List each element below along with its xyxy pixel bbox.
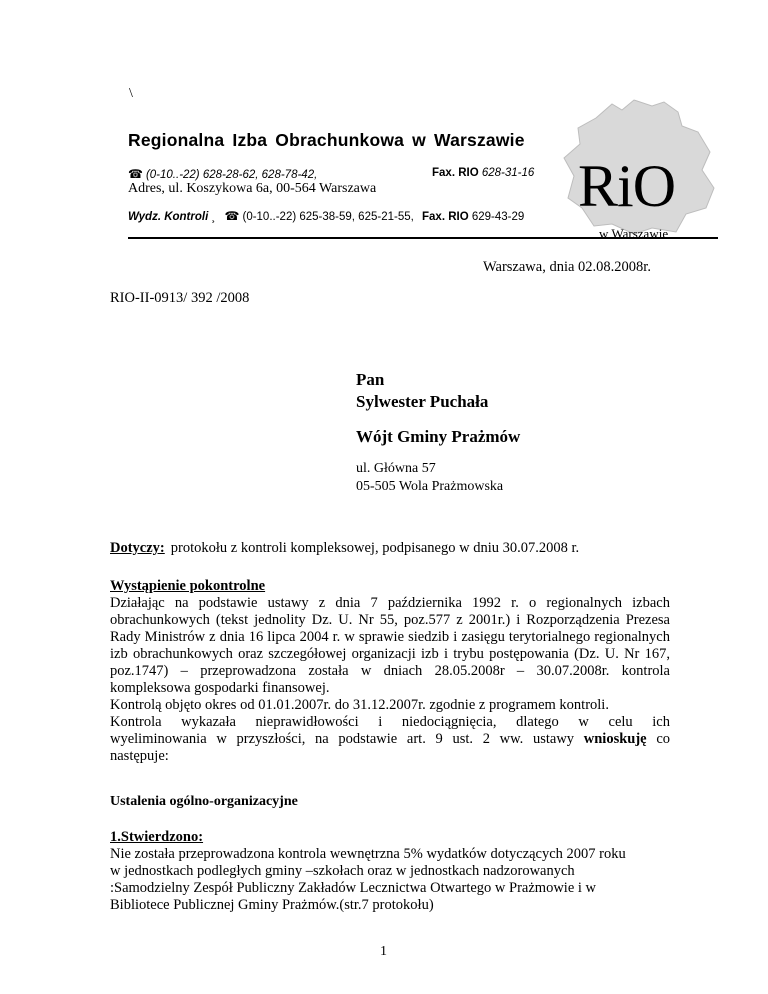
dept-fax-label: Fax. RIO — [422, 211, 469, 223]
header-mark: \ — [129, 86, 133, 101]
recipient-salutation: Pan — [356, 370, 385, 389]
subject-text: protokołu z kontroli kompleksowej, podpisanego w dniu 30.07.2008 r. — [170, 540, 580, 556]
finding-line-4: Bibliotece Publicznej Gminy Prażmów.(str.7 protokołu) — [110, 897, 434, 913]
paragraph-findings-line1: Kontrola wykazała nieprawidłowości i niedociągnięcia, dlatego w celu ich — [110, 714, 670, 730]
letter-date: Warszawa, dnia 02.08.2008r. — [483, 259, 651, 275]
finding-line-1: Nie została przeprowadzona kontrola wewnętrzna 5% wydatków dotyczących 2007 roku — [110, 846, 626, 862]
org-address: Adres, ul. Koszykowa 6a, 00-564 Warszawa — [128, 181, 377, 196]
reference-number: RIO-II-0913/ 392 /2008 — [110, 290, 250, 306]
section-title: Wystąpienie pokontrolne — [110, 578, 266, 594]
recipient-city: 05-505 Wola Prażmowska — [356, 479, 504, 494]
fax-main — [432, 167, 534, 179]
fax-number: 628-31-16 — [481, 167, 535, 179]
subject-label: Dotyczy: — [110, 540, 165, 556]
findings-line2-text: wyeliminowania w przyszłości, na podstawie art. 9 ust. 2 ww. ustawy — [110, 731, 575, 747]
dept-separator: ¸ — [211, 211, 216, 223]
page-number: 1 — [380, 944, 387, 959]
phone-numbers: (0-10..-22) 628-28-62, 628-78-42, — [145, 169, 318, 181]
finding-line-2: w jednostkach podległych gminy –szkołach oraz w jednostkach nadzorowanych — [110, 863, 575, 879]
findings-line2-end: co — [656, 731, 671, 747]
finding-title: 1.Stwierdzono: — [110, 829, 204, 845]
letter-body — [110, 578, 670, 765]
paragraph-findings-line3: następuje: — [110, 748, 169, 764]
paragraph-findings-line2 — [110, 731, 670, 748]
recipient-name: Sylwester Puchała — [356, 392, 489, 411]
logo-subtitle: w Warszawie — [599, 226, 669, 241]
finding-line-3: :Samodzielny Zespół Publiczny Zakładów Lecznictwa Otwartego w Prażmowie i w — [110, 880, 597, 896]
paragraph-scope: Kontrolą objęto okres od 01.01.2007r. do 31.12.2007r. zgodnie z programem kontroli. — [110, 697, 609, 713]
dept-fax-number: 629-43-29 — [471, 211, 525, 223]
org-findings-title: Ustalenia ogólno-organizacyjne — [110, 794, 298, 809]
recipient-street: ul. Główna 57 — [356, 461, 436, 476]
phone-icon: ☎ — [128, 167, 143, 181]
dept-label: Wydz. Kontroli — [128, 211, 209, 223]
phone-icon: ☎ — [224, 209, 240, 223]
fax-label: Fax. RIO — [432, 167, 479, 179]
findings-bold-word: wnioskuję — [583, 731, 647, 747]
finding-block — [110, 829, 670, 914]
recipient-title: Wójt Gminy Prażmów — [356, 427, 521, 446]
dept-phone: (0-10..-22) 625-38-59, 625-21-55, — [242, 211, 414, 223]
phone-line — [128, 167, 317, 181]
subject-line — [110, 540, 579, 557]
dept-line — [128, 209, 524, 223]
paragraph-legal-basis: Działając na podstawie ustawy z dnia 7 października 1992 r. o regionalnych izbach obrachunkowych (tekst jednolity Dz. U. Nr 55, poz.577 z 2001r.) i Rozporządzenia Prezesa Rady Ministrów z dnia 16 lipca 2004 r. w sprawie siedzib i zasięgu terytorialnego regionalnych izb obrachunkowych oraz szczegółowej organizacji izb i trybu postępowania (Dz. U. Nr 167, poz.1747) – przeprowadzona została w dniach 28.05.2008r – 30.07.2008r. kontrola kompleksowa gospodarki finansowej. — [110, 595, 670, 696]
logo-text: RiO — [578, 153, 676, 219]
org-name: Regionalna Izba Obrachunkowa w Warszawie — [128, 130, 525, 150]
